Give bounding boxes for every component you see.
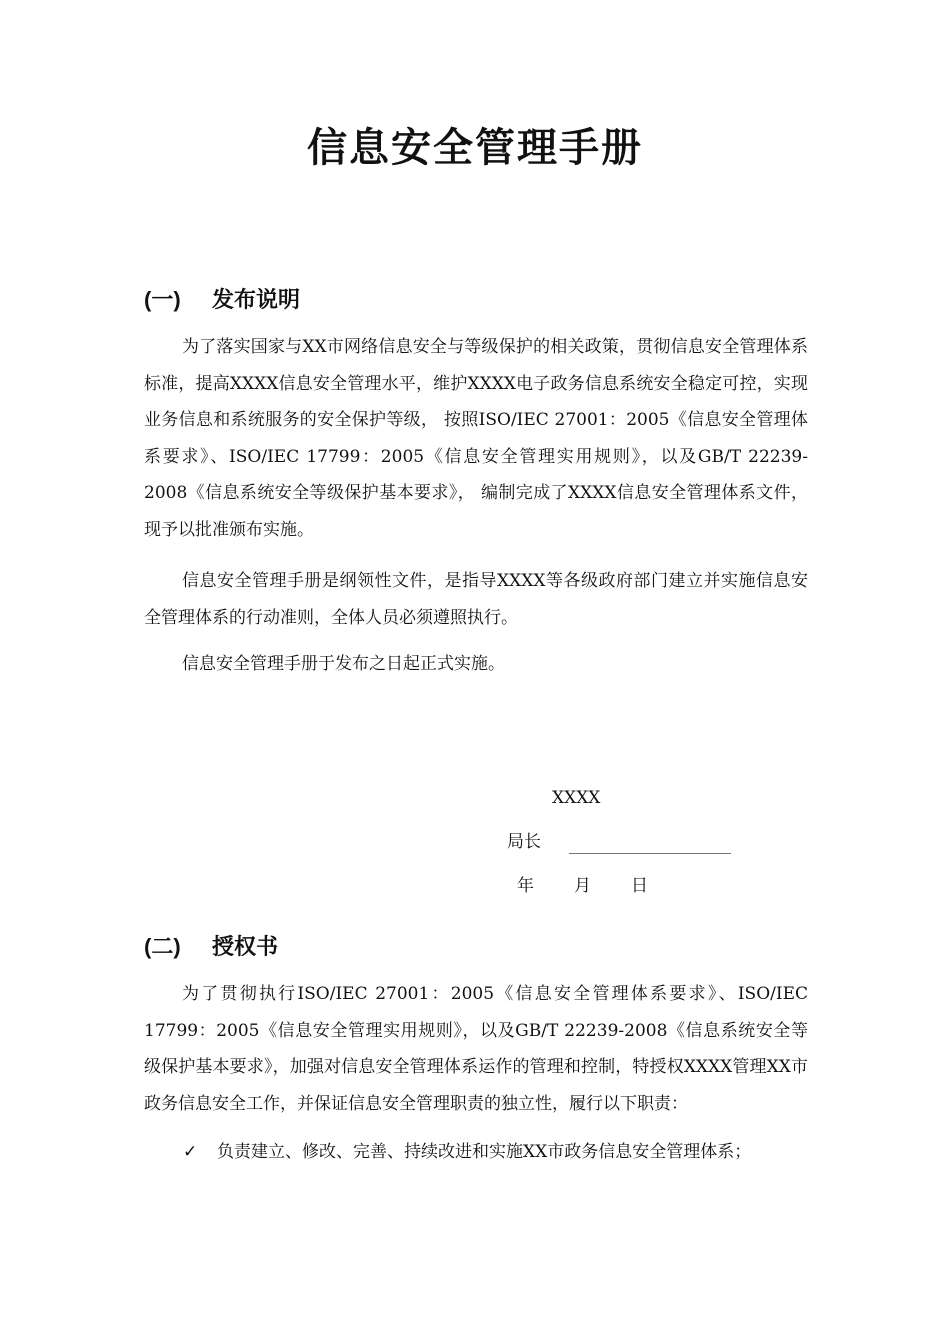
paragraph: 信息安全管理手册于发布之日起正式实施。 <box>182 654 505 674</box>
document-title: 信息安全管理手册 <box>307 124 643 171</box>
signature-date <box>517 874 648 898</box>
date-day: 日 <box>631 876 648 896</box>
date-month: 月 <box>574 876 591 896</box>
list-item-text: 负责建立、修改、完善、持续改进和实施XX市政务信息安全管理体系； <box>217 1142 752 1162</box>
section-title: 发布说明 <box>212 287 301 313</box>
section-title: 授权书 <box>212 934 279 960</box>
list-item <box>183 1137 751 1167</box>
check-icon: ✓ <box>183 1142 198 1162</box>
director-label: 局长 <box>507 832 541 852</box>
date-year: 年 <box>517 876 534 896</box>
section-heading-authorization <box>144 931 278 963</box>
section-number: (一) <box>144 287 181 312</box>
signature-org: XXXX <box>552 788 601 808</box>
paragraph: 信息安全管理手册是纲领性文件，是指导XXXX等各级政府部门建立并实施信息安全管理体系的行动准则，全体人员必须遵照执行。 <box>144 571 808 628</box>
paragraph: 为了贯彻执行ISO/IEC 27001：2005《信息安全管理体系要求》、ISO/IEC 17799：2005《信息安全管理实用规则》，以及GB/T 22239-2008《信息系统安全等级保护基本要求》，加强对信息安全管理体系运作的管理和控制，特授权XXXX管理XX市政务信息安全工作，并保证信息安全管理职责的独立性，履行以下职责： <box>144 984 808 1114</box>
signature-line <box>569 835 731 854</box>
paragraph: 为了落实国家与XX市网络信息安全与等级保护的相关政策，贯彻信息安全管理体系标准，提高XXXX信息安全管理水平，维护XXXX电子政务信息系统安全稳定可控，实现业务信息和系统服务的安全保护等级， 按照ISO/IEC 27001：2005《信息安全管理体系要求》、ISO/IEC 17799：2005《信息安全管理实用规则》，以及GB/T 22239-2008《信息系统安全等级保护基本要求》， 编制完成了XXXX信息安全管理体系文件，现予以批准颁布实施。 <box>144 337 808 540</box>
section-heading-release-notes <box>144 284 300 316</box>
signature-director <box>507 830 731 854</box>
section-number: (二) <box>144 934 181 959</box>
